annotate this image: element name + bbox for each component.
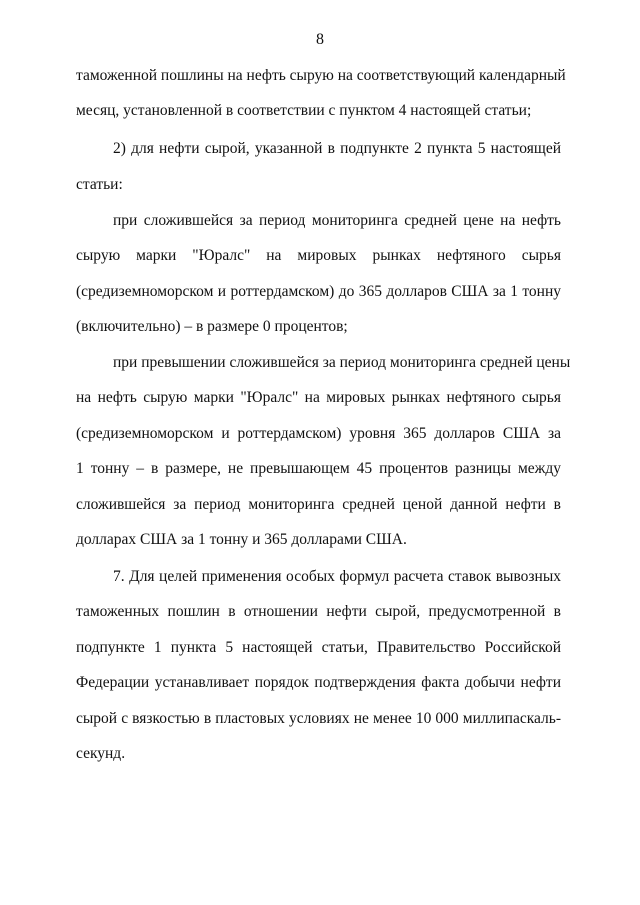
text-line: статьи: [76,176,123,193]
text-line: таможенной пошлины на нефть сырую на соответствующий календарный [76,67,566,84]
text-line: таможенных пошлин в отношении нефти сырой, предусмотренной в [76,603,561,620]
text-line: на нефть сырую марки "Юралс" на мировых рынках нефтяного сырья [76,389,561,406]
text-line: секунд. [76,745,126,762]
text-line: при превышении сложившейся за период мониторинга средней цены [113,354,571,371]
text-line: сырую марки "Юралс" на мировых рынках нефтяного сырья [76,247,561,264]
text-line: 2) для нефти сырой, указанной в подпункте 2 пункта 5 настоящей [113,140,561,157]
text-line: 1 тонну – в размере, не превышающем 45 процентов разницы между [76,460,561,477]
text-line: при сложившейся за период мониторинга средней цене на нефть [113,212,561,229]
text-line: подпункте 1 пункта 5 настоящей статьи, Правительство Российской [76,639,561,656]
text-line: долларах США за 1 тонну и 365 долларами США. [76,531,407,548]
text-line: сырой с вязкостью в пластовых условиях не менее 10 000 миллипаскаль- [76,710,561,727]
text-line: месяц, установленной в соответствии с пунктом 4 настоящей статьи; [76,102,532,119]
text-line: (средиземноморском и роттердамском) уровня 365 долларов США за [76,425,561,442]
text-line: Федерации устанавливает порядок подтверждения факта добычи нефти [76,674,561,691]
text-line: (средиземноморском и роттердамском) до 365 долларов США за 1 тонну [76,283,561,300]
page-number: 8 [316,31,324,48]
text-line: (включительно) – в размере 0 процентов; [76,318,348,335]
text-line: сложившейся за период мониторинга средней ценой данной нефти в [76,496,561,513]
text-line: 7. Для целей применения особых формул расчета ставок вывозных [113,568,561,585]
